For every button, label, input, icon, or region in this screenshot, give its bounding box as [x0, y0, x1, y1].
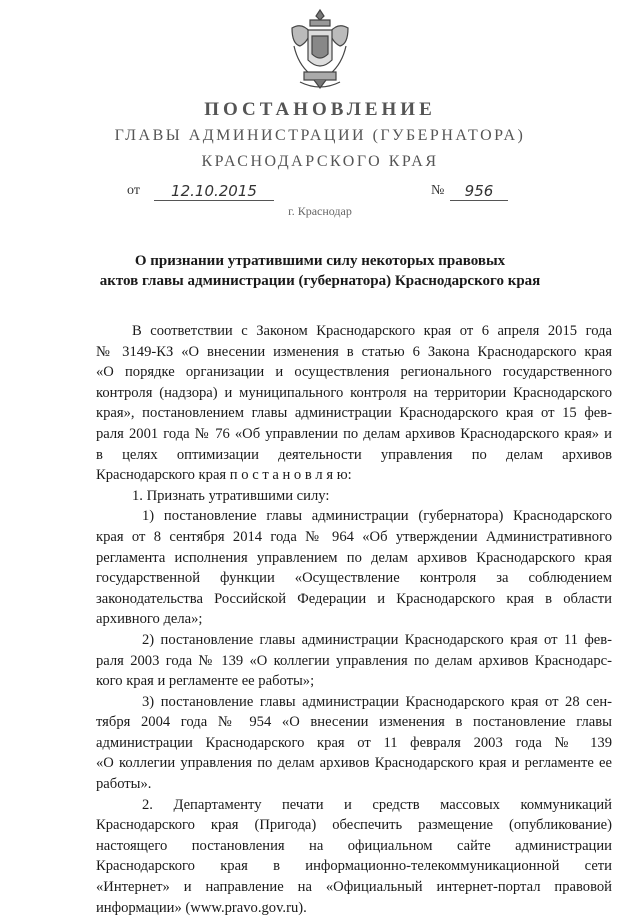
body-line: архивного дела»;	[96, 611, 203, 628]
body-line: регламента исполнения управлением по делам архивов Краснодарского края	[96, 549, 612, 566]
body-line: 2) постановление главы администрации Краснодарского края от 11 фев-	[142, 631, 612, 648]
body-line: тября 2004 года № 954 «О внесении изменения в постановление главы	[96, 714, 612, 731]
body-line: 1. Признать утратившими силу:	[132, 487, 330, 504]
date-value: 12.10.2015	[154, 182, 274, 201]
body-line: кого края и регламенте ее работы»;	[96, 673, 315, 690]
body-line: «Интернет» и направление на «Официальный интернет-портал правовой	[96, 879, 612, 896]
body-line: В соответствии с Законом Краснодарского края от 6 апреля 2015 года	[132, 323, 612, 339]
number-label: №	[431, 183, 445, 198]
body-line: 2. Департаменту печати и средств массовых коммуникаций	[142, 796, 612, 813]
body-line: информации» (www.pravo.gov.ru).	[96, 899, 307, 916]
body-line: края», постановлением главы администрации Краснодарского края от 15 фев-	[96, 405, 612, 422]
body-line: края от 8 сентября 2014 года № 964 «Об утверждении Административного	[96, 528, 612, 545]
body-line: администрации Краснодарского края от 11 февраля 2003 года № 139	[96, 734, 612, 751]
body-line: Краснодарского края (Пригода) обеспечить размещение (опубликование)	[96, 817, 612, 834]
body-line: раля 2001 года № 76 «Об управлении по делам архивов Краснодарского края» и	[96, 425, 612, 442]
body-line: работы».	[96, 776, 152, 793]
body-line: раля 2003 года № 139 «О коллегии управления по делам архивов Краснодарс-	[96, 652, 612, 669]
issuer-title-line: ГЛАВЫ АДМИНИСТРАЦИИ (ГУБЕРНАТОРА)	[114, 127, 526, 144]
date-label: от	[127, 183, 140, 198]
document-type-title: ПОСТАНОВЛЕНИЕ	[204, 99, 436, 120]
document-body	[96, 321, 612, 918]
document-heading-line2: актов главы администрации (губернатора) Краснодарского края	[99, 273, 541, 289]
number-value: 956	[450, 182, 508, 201]
coat-of-arms-emblem	[284, 6, 356, 92]
body-line: законодательства Российской Федерации и Краснодарского края в области	[96, 590, 612, 607]
body-line: в целях оптимизации деятельности управления по делам архивов	[96, 446, 612, 463]
body-line: 1) постановление главы администрации (губернатора) Краснодарского	[142, 508, 612, 525]
body-line: контроля (надзора) и муниципального контроля на территории Краснодарского	[96, 384, 612, 401]
body-line: Краснодарского края в информационно-телекоммуникационной сети	[96, 858, 612, 875]
city-label: г. Краснодар	[288, 204, 352, 218]
body-line: «О коллегии управления по делам архивов Краснодарского края и регламенте ее	[96, 755, 612, 772]
body-line: «О порядке организации и осуществления регионального государственного	[96, 364, 612, 381]
body-line: государственной функции «Осуществление контроля за соблюдением	[96, 570, 612, 587]
body-line: настоящего постановления на официальном сайте администрации	[96, 837, 612, 854]
body-line: 3) постановление главы администрации Краснодарского края от 28 сен-	[142, 693, 612, 710]
region-title-line: КРАСНОДАРСКОГО КРАЯ	[201, 153, 439, 170]
document-heading-line1: О признании утратившими силу некоторых правовых	[134, 253, 506, 269]
body-line: Краснодарского края п о с т а н о в л я ю:	[96, 467, 352, 484]
body-line: № 3149-КЗ «О внесении изменения в статью 6 Закона Краснодарского края	[96, 343, 612, 360]
